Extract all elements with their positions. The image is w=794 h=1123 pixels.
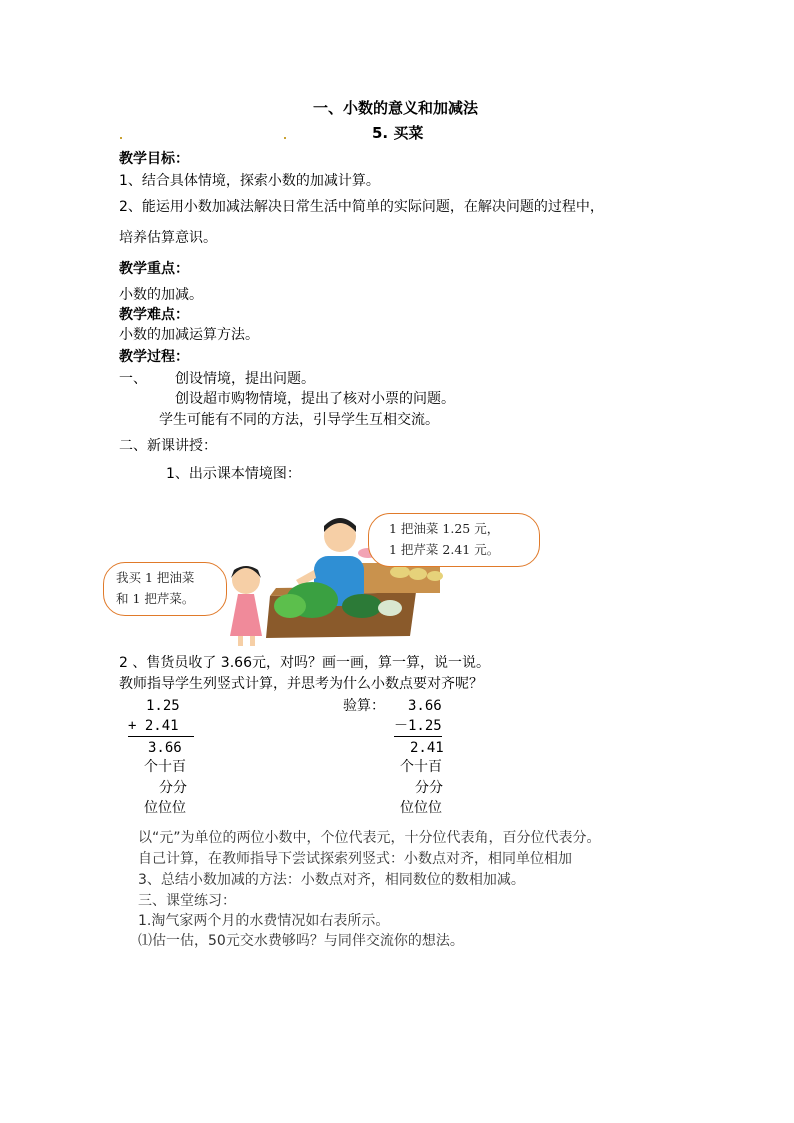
girl-bubble-line1: 我买 1 把油菜 bbox=[116, 570, 195, 585]
decorative-dot bbox=[120, 137, 122, 139]
calc-right-row3: 2.41 bbox=[410, 740, 444, 756]
man-bubble-line1: 1 把油菜 1.25 元， bbox=[389, 521, 500, 536]
summary-line: 3、总结小数加减的方法：小数点对齐，相同数位的数相加减。 bbox=[138, 872, 525, 888]
section-1-label: 一、 bbox=[119, 371, 147, 387]
calc-left-row1: 1.25 bbox=[146, 698, 180, 714]
practice-item1: 1.淘气家两个月的水费情况如右表所示。 bbox=[138, 913, 390, 929]
textbook-illustration bbox=[100, 508, 540, 650]
girl-bubble-line2: 和 1 把芹菜。 bbox=[116, 591, 195, 606]
girl-speech-bubble bbox=[103, 562, 227, 616]
calc-right-place2: 分分 bbox=[415, 780, 443, 796]
objective-item-1: 1、结合具体情境，探索小数的加减计算。 bbox=[119, 173, 380, 189]
section-2-title: 二、新课讲授： bbox=[119, 438, 217, 454]
section-1-title: 创设情境，提出问题。 bbox=[175, 371, 315, 387]
practice-item1-question: ⑴估一估，50元交水费够吗？与同伴交流你的想法。 bbox=[138, 933, 464, 949]
section-2-item1: 1、出示课本情境图： bbox=[166, 466, 301, 482]
difficulty-text: 小数的加减运算方法。 bbox=[119, 327, 259, 343]
girl-dress bbox=[230, 594, 262, 636]
man-bubble-line2: 1 把芹菜 2.41 元。 bbox=[389, 542, 500, 557]
calc-left-place1: 个十百 bbox=[144, 759, 186, 775]
vegetable-bunch bbox=[274, 594, 306, 618]
produce bbox=[409, 568, 427, 580]
girl-leg bbox=[238, 636, 243, 646]
calc-right-row2: －1.25 bbox=[394, 717, 442, 737]
calc-left-place2: 分分 bbox=[159, 780, 187, 796]
produce bbox=[390, 566, 410, 578]
objectives-heading: 教学目标： bbox=[119, 151, 189, 167]
objective-item-2-line1: 2、能运用小数加减法解决日常生活中简单的实际问题，在解决问题的过程中， bbox=[119, 199, 604, 215]
produce bbox=[427, 571, 443, 581]
calc-left-row2: + 2.41 bbox=[128, 717, 194, 737]
section-1-line2: 学生可能有不同的方法，引导学生互相交流。 bbox=[159, 412, 439, 428]
lesson-title: 5. 买菜 bbox=[372, 124, 424, 142]
note-line1: 以“元”为单位的两位小数中，个位代表元，十分位代表角，百分位代表分。 bbox=[138, 830, 601, 846]
calc-right-row1: 3.66 bbox=[408, 698, 442, 714]
practice-heading: 三、课堂练习： bbox=[138, 893, 236, 909]
calc-right-place1: 个十百 bbox=[400, 759, 442, 775]
calc-left-row3: 3.66 bbox=[148, 740, 182, 756]
part2-question: 2 、售货员收了 3.66元，对吗？画一画，算一算，说一说。 bbox=[119, 655, 490, 671]
calc-left-place3: 位位位 bbox=[144, 800, 186, 816]
objective-item-2-line2: 培养估算意识。 bbox=[119, 230, 217, 246]
process-heading: 教学过程： bbox=[119, 349, 189, 365]
calc-right-place3: 位位位 bbox=[400, 800, 442, 816]
man-speech-bubble bbox=[368, 513, 540, 567]
girl-leg bbox=[250, 636, 255, 646]
difficulty-heading: 教学难点： bbox=[119, 307, 189, 323]
key-point-text: 小数的加减。 bbox=[119, 287, 203, 303]
calc-right-label: 验算： bbox=[343, 698, 385, 714]
part2-guide: 教师指导学生列竖式计算，并思考为什么小数点要对齐呢？ bbox=[119, 676, 483, 692]
vegetable-bunch bbox=[378, 600, 402, 616]
section-1-line1: 创设超市购物情境，提出了核对小票的问题。 bbox=[175, 391, 455, 407]
key-point-heading: 教学重点： bbox=[119, 261, 189, 277]
vegetable-bunch bbox=[342, 594, 382, 618]
decorative-dot bbox=[284, 137, 286, 139]
unit-title: 一、小数的意义和加减法 bbox=[313, 99, 479, 117]
note-line2: 自己计算，在教师指导下尝试探索列竖式：小数点对齐，相同单位相加 bbox=[138, 851, 572, 867]
